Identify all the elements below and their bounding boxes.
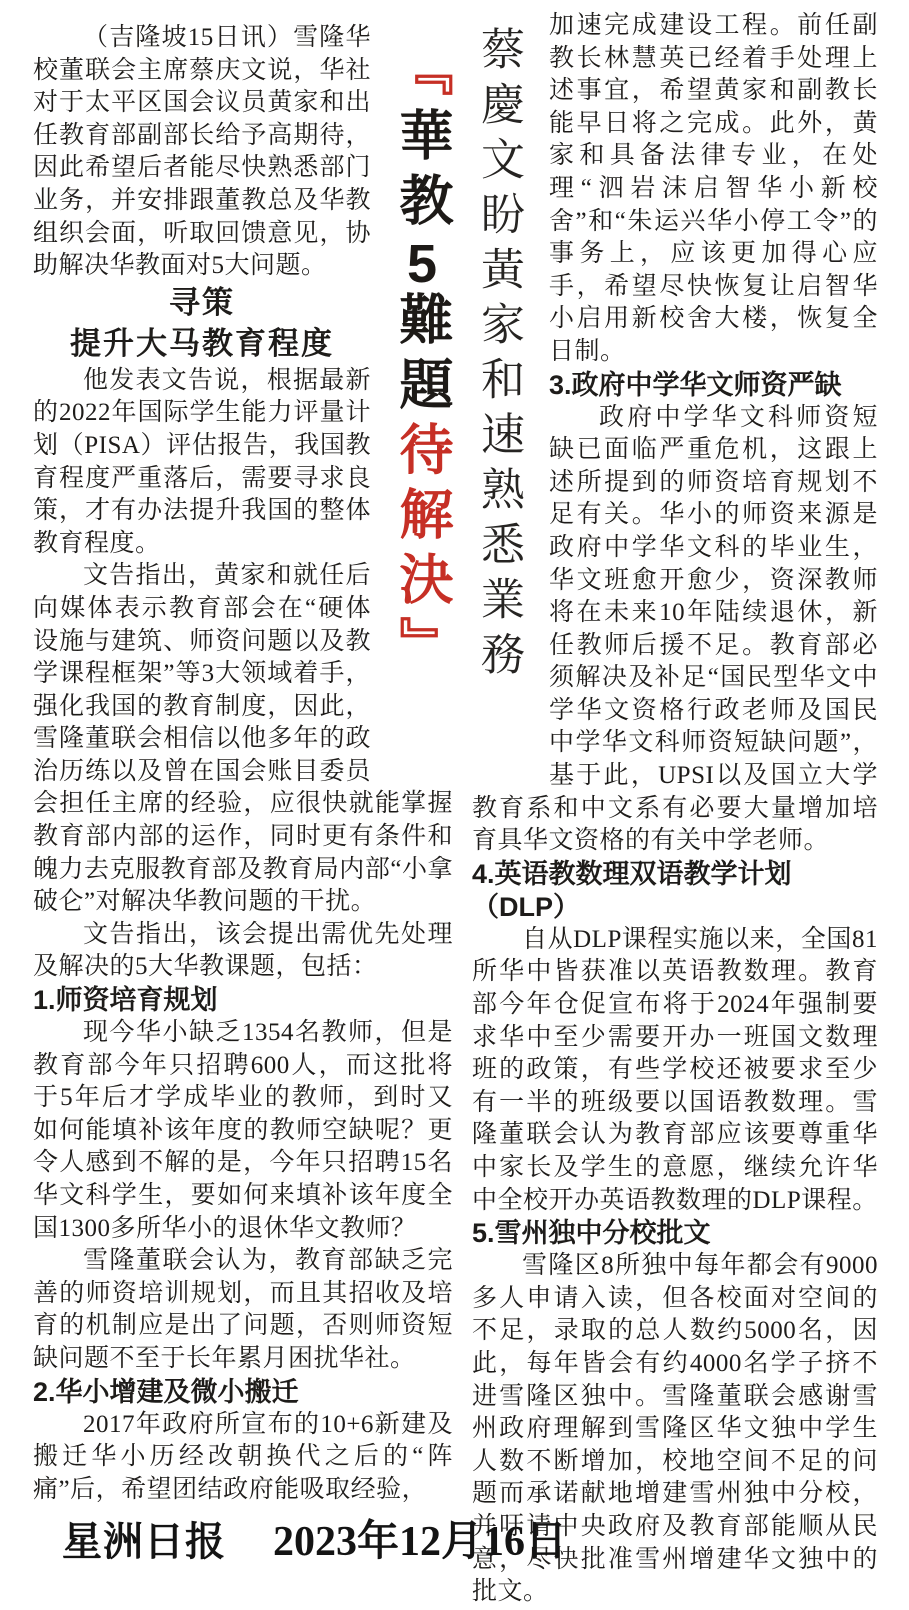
body-paragraph: 2017年政府所宣布的10+6新建及搬迁华小历经改朝换代之后的“阵痛”后，希望团结政府能吸取经验，	[33, 1410, 453, 1503]
headline-open-bracket: 『	[392, 42, 452, 107]
headline-black-text: 華教	[392, 107, 452, 237]
subtitle-wrap-spacer	[472, 10, 549, 762]
body-paragraph: 雪隆区8所独中每年都会有9000多人申请入读，但各校面对空间的不足，录取的总人数约5000名，因此，每年皆会有约4000名学子挤不进雪隆区独中。雪隆董联会感谢雪州政府理解到雪隆区华文独中学生人数不断增加，校地空间不足的问题而承诺献地增建雪州独中分校，并吁请中央政府及教育部能顺从民意，尽快批准雪州增建华文独中的批文。	[472, 1252, 878, 1606]
right-text-column	[472, 10, 878, 1609]
list-item-5-title: 5.雪州独中分校批文	[472, 1218, 711, 1249]
publication-name: 星洲日报	[62, 1520, 226, 1564]
vertical-headline	[381, 42, 463, 704]
headline-digit: 5	[406, 237, 438, 291]
headline-close-bracket: 』	[392, 616, 452, 681]
headline-red-text: 待解決	[392, 421, 452, 616]
body-paragraph: 雪隆董联会认为，教育部缺乏完善的师资培训规划，而且其招收及培育的机制应是出了问题，否则师资短缺问题不至于长年累月困扰华社。	[33, 1247, 453, 1372]
body-paragraph: 文告指出，该会提出需优先处理及解决的5大华教课题，包括：	[33, 920, 453, 981]
publication-date: 2023年12月16日	[273, 1519, 568, 1565]
lead-paragraph: （吉隆坡15日讯）雪隆华校董联会主席蔡庆文说，华社对于太平区国会议员黄家和出任教育部副部长给予高期待，因此希望后者能尽快熟悉部门业务，并安排跟董教总及华教组织会面，听取回馈意见，协助解决华教面对5大问题。	[33, 24, 371, 280]
list-item-4-title: 4.英语教数理双语教学计划（DLP）	[472, 858, 792, 922]
crosshead-line-1: 寻策	[169, 284, 235, 320]
vertical-subtitle: 蔡慶文盼黃家和速熟悉業務	[474, 26, 523, 686]
list-item-1-title: 1.师资培育规划	[33, 985, 218, 1016]
body-paragraph: 自从DLP课程实施以来，全国81所华中皆获准以英语教数理。教育部今年仓促宣布将于2024年强制要求华中至少需要开办一班国文数理班的政策，有些学校还被要求至少有一半的班级要以国语教数理。雪隆董联会认为教育部应该要尊重华中家长及学生的意愿，继续允许华中全校开办英语教数理的DLP课程。	[472, 925, 878, 1214]
footer	[62, 1508, 567, 1568]
headline-black-text: 難題	[392, 291, 452, 421]
body-paragraph: 加速完成建设工程。前任副教长林慧英已经着手处理上述事宜，希望黄家和副教长能早日将之完成。此外，黄家和具备法律专业，在处理“泗岩沫启智华小新校舍”和“朱运兴华小停工令”的事务上，应该更加得心应手，希望尽快恢复让启智华小启用新校舍大楼，恢复全日制。	[549, 12, 878, 365]
body-paragraph: 政府中学华文科师资短缺已面临严重危机，这跟上述所提到的师资培育规划不足有关。华小的师资来源是政府中学华文科的毕业生，华文班愈开愈少，资深教师将在未来10年陆续退休，新任教师后援不足。教育部必须解决及补足“国民型华文中学华文资格行政老师及国民中学华文科师资短缺问题”，基于此，UPSI以及国立大学教育系和中文系有必要大量增加培育具华文资格的有关中学老师。	[472, 403, 878, 855]
list-item-3-title: 3.政府中学华文师资严缺	[549, 369, 842, 400]
body-paragraph: 他发表文告说，根据最新的2022年国际学生能力评量计划（PISA）评估报告，我国教育程度严重落后，需要寻求良策，才有办法提升我国的整体教育程度。	[33, 366, 371, 557]
body-paragraph: 现今华小缺乏1354名教师，但是教育部今年只招聘600人，而这批将于5年后才学成毕业的教师，到时又如何能填补该年度的教师空缺呢？更令人感到不解的是，今年只招聘15名华文科学生，要如何来填补该年度全国1300多所华小的退休华文教师？	[33, 1019, 453, 1242]
crosshead-line-2: 提升大马教育程度	[70, 325, 334, 361]
list-item-2-title: 2.华小增建及微小搬迁	[33, 1376, 299, 1407]
body-paragraph: 文告指出，黄家和就任后向媒体表示教育部会在“硬体设施与建筑、师资问题以及教学课程框架”等3大领域着手，强化我国的教育制度，因此，雪隆董联会相信以他多年的政治历练以及曾在国会账目委员会担任主席的经验，应很快就能掌握教育部内部的运作，同时更有条件和魄力去克服教育部及教育局内部“小拿破仑”对解决华教问题的干扰。	[33, 562, 453, 916]
